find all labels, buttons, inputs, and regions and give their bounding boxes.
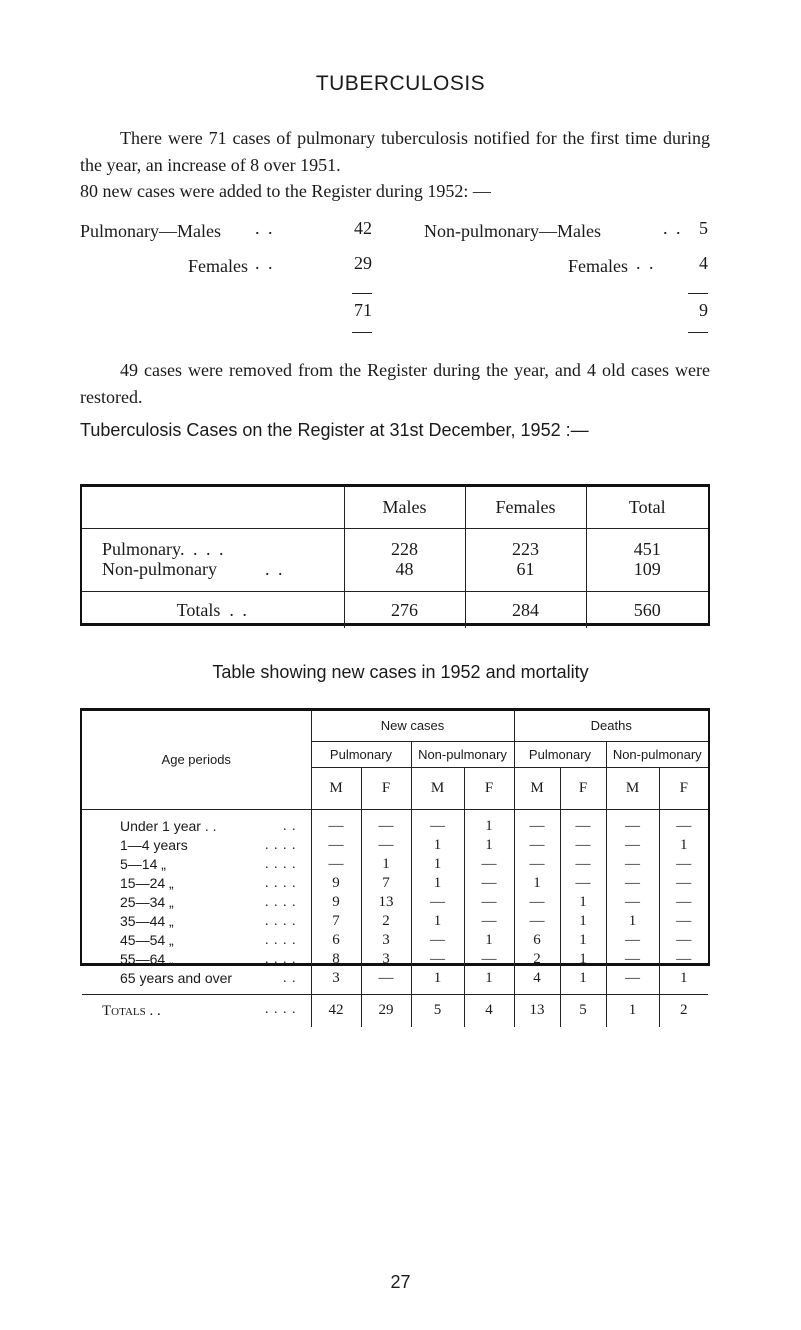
- table-cell: —: [659, 874, 708, 893]
- table-cell: —: [311, 817, 361, 836]
- table-cell: 1: [411, 836, 464, 855]
- table-cell: —: [560, 855, 606, 874]
- table-cell: —: [411, 817, 464, 836]
- table-cell: 1: [411, 855, 464, 874]
- table-cell: —: [464, 950, 514, 969]
- deaths-pulmonary-header: Pulmonary: [514, 741, 606, 767]
- new-cases-header: New cases: [311, 710, 514, 741]
- total-cell: 1: [606, 994, 659, 1027]
- table-cell: —: [411, 950, 464, 969]
- sum-rule: [688, 332, 708, 333]
- table-cell: 9: [311, 874, 361, 893]
- nonpulmonary-males-count: 5: [699, 218, 708, 238]
- table-cell: —: [464, 855, 514, 874]
- table-cell: 7: [361, 874, 411, 893]
- register-table-header: [82, 486, 708, 529]
- table-cell: —: [560, 817, 606, 836]
- nonpulmonary-females-count: 4: [699, 253, 708, 273]
- table-cell: —: [606, 893, 659, 912]
- table-cell: 1: [560, 893, 606, 912]
- table-row: [82, 855, 708, 874]
- table-cell: —: [659, 931, 708, 950]
- page-number: 27: [390, 1272, 411, 1292]
- table-cell: 1: [464, 836, 514, 855]
- table-cell: 3: [311, 969, 361, 988]
- page-title: TUBERCULOSIS: [315, 72, 486, 95]
- register-totals-row: [82, 592, 708, 629]
- sex-header: F: [659, 767, 708, 809]
- age-period-label: 45—54 „ . . . .: [120, 932, 297, 948]
- table-row-label: Pulmonary . . . .: [102, 539, 226, 559]
- total-cell: 2: [659, 994, 708, 1027]
- table-cell: —: [606, 969, 659, 988]
- total-cell: 13: [514, 994, 560, 1027]
- age-period-label: 5—14 „ . . . .: [120, 856, 297, 872]
- table-cell: 109: [633, 559, 661, 579]
- sum-rule: [352, 332, 372, 333]
- table-cell: 1: [464, 817, 514, 836]
- table-row: [82, 931, 708, 950]
- table-cell: —: [606, 874, 659, 893]
- table-cell: —: [514, 817, 560, 836]
- dots-leader: . .: [255, 218, 275, 238]
- table-cell: —: [411, 931, 464, 950]
- pulmonary-males-count: 42: [354, 218, 372, 238]
- deaths-nonpulmonary-header: Non-pulmonary: [606, 741, 708, 767]
- table-cell: —: [361, 817, 411, 836]
- table-cell: 3: [361, 950, 411, 969]
- table-cell: 228: [391, 539, 418, 559]
- table-cell: —: [659, 817, 708, 836]
- table-cell: 1: [606, 912, 659, 931]
- sex-header: M: [411, 767, 464, 809]
- register-added-heading: 80 new cases were added to the Register during 1952: —: [80, 181, 491, 201]
- table-cell: —: [659, 950, 708, 969]
- table-cell: —: [464, 893, 514, 912]
- age-periods-header: Age periods: [161, 751, 231, 767]
- table-cell: —: [464, 874, 514, 893]
- table-cell: 61: [516, 559, 535, 579]
- table-cell: 8: [311, 950, 361, 969]
- row-labels: [82, 529, 344, 592]
- table-cell: —: [411, 893, 464, 912]
- females-values: [465, 529, 586, 592]
- spacer-row: [82, 809, 708, 817]
- age-period-label: 55—64 „ . . . .: [120, 951, 297, 967]
- table-row: [82, 912, 708, 931]
- age-period-label: 25—34 „ . . . .: [120, 894, 297, 910]
- table-cell: 13: [361, 893, 411, 912]
- table-cell: —: [514, 855, 560, 874]
- table-cell: 2: [361, 912, 411, 931]
- table-cell: 276: [344, 592, 465, 629]
- table-cell: 1: [411, 912, 464, 931]
- age-period-label: 15—24 „ . . . .: [120, 875, 297, 891]
- table-cell: —: [606, 836, 659, 855]
- table-cell: —: [514, 893, 560, 912]
- column-header-total: Total: [586, 486, 708, 529]
- table-row: [82, 874, 708, 893]
- table-cell: —: [464, 912, 514, 931]
- table-cell: 1: [411, 969, 464, 988]
- table-row: [82, 969, 708, 988]
- group-header-row: [82, 710, 708, 741]
- table-cell: 560: [586, 592, 708, 629]
- table-cell: —: [560, 836, 606, 855]
- age-period-label: Under 1 year . . . .: [120, 818, 297, 834]
- table-cell: 1: [560, 912, 606, 931]
- table-cell: 1: [464, 969, 514, 988]
- table-cell: —: [606, 855, 659, 874]
- empty-header-cell: [82, 486, 344, 529]
- table-row-label: Non-pulmonary . .: [102, 559, 285, 579]
- sex-header: F: [361, 767, 411, 809]
- table-cell: 451: [633, 539, 661, 559]
- totals-label: Totals . .: [82, 592, 344, 629]
- total-cell: 42: [311, 994, 361, 1027]
- males-values: [344, 529, 465, 592]
- nonpulmonary-males-label: Non-pulmonary—Males: [424, 221, 601, 241]
- table-cell: —: [514, 912, 560, 931]
- total-cell: 4: [464, 994, 514, 1027]
- table-cell: —: [659, 912, 708, 931]
- sum-rule: [352, 293, 372, 294]
- mortality-totals-row: [82, 994, 708, 1027]
- table-cell: 2: [514, 950, 560, 969]
- sex-header: F: [464, 767, 514, 809]
- table-cell: 1: [464, 931, 514, 950]
- nonpulmonary-females-label: Females: [568, 256, 628, 276]
- table-cell: —: [311, 836, 361, 855]
- table-row: [82, 950, 708, 969]
- table-cell: 3: [361, 931, 411, 950]
- deaths-header: Deaths: [514, 710, 708, 741]
- total-cell: 5: [560, 994, 606, 1027]
- new-nonpulmonary-header: Non-pulmonary: [411, 741, 514, 767]
- table-cell: —: [659, 893, 708, 912]
- register-table-body: [82, 529, 708, 592]
- register-table: [82, 486, 708, 628]
- total-cell: 5: [411, 994, 464, 1027]
- table-cell: 1: [361, 855, 411, 874]
- nonpulmonary-total: 9: [699, 300, 708, 320]
- table-cell: 7: [311, 912, 361, 931]
- table-cell: 4: [514, 969, 560, 988]
- table-row: [82, 817, 708, 836]
- table-cell: 9: [311, 893, 361, 912]
- table-cell: —: [606, 931, 659, 950]
- sex-header: M: [514, 767, 560, 809]
- table-cell: 48: [395, 559, 414, 579]
- age-period-label: 65 years and over . .: [120, 970, 297, 986]
- table-cell: —: [361, 836, 411, 855]
- pulmonary-females-label: Females: [188, 256, 248, 276]
- table-cell: 1: [560, 931, 606, 950]
- mortality-table-body: [82, 817, 708, 988]
- table-cell: —: [659, 855, 708, 874]
- dots-leader: . .: [255, 253, 275, 273]
- table-cell: 1: [560, 950, 606, 969]
- table-cell: —: [606, 950, 659, 969]
- mortality-table: [82, 710, 708, 1027]
- table-cell: —: [311, 855, 361, 874]
- column-header-males: Males: [344, 486, 465, 529]
- age-period-label: 1—4 years . . . .: [120, 837, 297, 853]
- pulmonary-total: 71: [354, 300, 372, 320]
- table-row: [82, 893, 708, 912]
- pulmonary-males-label: Pulmonary—Males: [80, 221, 221, 241]
- register-table-heading: Tuberculosis Cases on the Register at 31st December, 1952 :—: [80, 420, 589, 440]
- dots-leader: . .: [663, 218, 683, 238]
- total-values: [586, 529, 708, 592]
- total-cell: 29: [361, 994, 411, 1027]
- sex-header: M: [311, 767, 361, 809]
- table-cell: 6: [311, 931, 361, 950]
- new-pulmonary-header: Pulmonary: [311, 741, 411, 767]
- table-cell: 1: [411, 874, 464, 893]
- table-cell: —: [514, 836, 560, 855]
- pulmonary-females-count: 29: [354, 253, 372, 273]
- table-cell: —: [560, 874, 606, 893]
- table-cell: 1: [659, 836, 708, 855]
- table-cell: 1: [560, 969, 606, 988]
- sum-rule: [688, 293, 708, 294]
- table-cell: 223: [512, 539, 539, 559]
- age-period-label: 35—44 „ . . . .: [120, 913, 297, 929]
- table-row: [82, 836, 708, 855]
- dots-leader: . .: [636, 253, 656, 273]
- sex-header: F: [560, 767, 606, 809]
- column-header-females: Females: [465, 486, 586, 529]
- table-cell: 6: [514, 931, 560, 950]
- mortality-table-heading: Table showing new cases in 1952 and mortality: [212, 662, 589, 682]
- table-cell: —: [606, 817, 659, 836]
- sex-header: M: [606, 767, 659, 809]
- table-cell: 1: [659, 969, 708, 988]
- table-cell: —: [361, 969, 411, 988]
- intro-paragraph: There were 71 cases of pulmonary tuberculosis notified for the first time during the year, an increase of 8 over 1951.: [80, 128, 710, 175]
- removed-paragraph: 49 cases were removed from the Register during the year, and 4 old cases were restored.: [80, 360, 710, 407]
- table-cell: 284: [465, 592, 586, 629]
- totals-label: Totals . . . . . .: [82, 994, 311, 1027]
- table-cell: 1: [514, 874, 560, 893]
